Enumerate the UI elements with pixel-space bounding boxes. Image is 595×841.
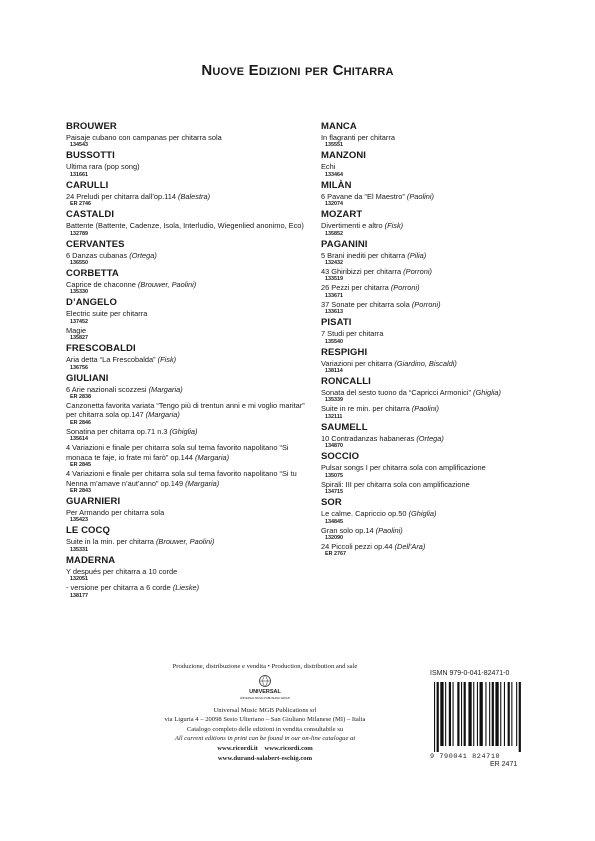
work-entry [66, 309, 316, 325]
work-title-text: Battente (Battente, Cadenze, Isola, Interludio, Wiegenlied anonimo, Eco) [66, 221, 304, 231]
work-title-text: 4 Variazioni e finale per chitarra sola sul tema favorito napolitano “Si monaca te faje, io frate mi farò” op.144 [66, 443, 289, 462]
work-title-text: Le calme. Capriccio op.50 [321, 509, 407, 519]
work-title [66, 469, 316, 488]
logo-subtext: UNIVERSAL MUSIC PUBLISHING GROUP [239, 696, 291, 700]
barcode-block [430, 669, 555, 761]
work-title-text: 7 Studi per chitarra [321, 329, 384, 339]
work-title [66, 427, 316, 436]
composer-name: MADERNA [66, 554, 116, 566]
website-link-durand[interactable]: www.durand-salabert-eschig.com [217, 754, 313, 762]
work-title [321, 329, 546, 338]
work-entry [321, 388, 546, 404]
composer-name: PAGANINI [321, 238, 368, 250]
company-name: Universal Music MGB Publications srl [213, 706, 317, 714]
work-entry [66, 427, 316, 443]
work-entry [321, 329, 546, 345]
work-catalog-code: 135827 [70, 335, 88, 342]
work-title-text: Canzonetta favorita variata “Tengo più di trentun anni e mi voglio maritar” per chitarra sola op.147 [66, 401, 305, 420]
work-title-text: Suite in la min. per chitarra [66, 537, 154, 547]
work-title [321, 283, 546, 292]
work-title [66, 280, 316, 289]
work-catalog-code: 134870 [325, 443, 343, 450]
work-editor: (Pilia) [407, 250, 427, 260]
work-title [66, 401, 316, 420]
work-title [66, 537, 316, 546]
ismn-label: ISMN 979-0-041-82471-0 [430, 670, 510, 677]
work-title [66, 221, 316, 230]
work-title [66, 567, 316, 576]
work-editor: (Brouwer, Paolini) [137, 280, 197, 290]
work-title [321, 300, 546, 309]
composer-entry [321, 347, 546, 375]
composer-entry [66, 239, 316, 267]
work-catalog-code: 136756 [70, 364, 88, 371]
work-catalog-code: 132432 [325, 260, 343, 267]
work-editor: (Ortega) [416, 433, 444, 443]
work-editor: (Ghiglia) [473, 388, 501, 398]
composer-entry [321, 239, 546, 317]
work-catalog-code: 134845 [325, 518, 343, 525]
work-editor: (Lieske) [172, 583, 200, 593]
work-catalog-code: 132051 [70, 576, 88, 583]
work-title-text: Y después per chitarra a 10 corde [66, 566, 178, 576]
composer-entry [66, 555, 316, 600]
work-title [321, 509, 546, 518]
work-title-text: Sonata del sesto tuono da “Capricci Armonici” [321, 388, 471, 398]
work-title [321, 542, 546, 551]
page-title: Nuove Edizioni per Chitarra [201, 62, 394, 79]
work-title-text: 6 Danzas cubanas [66, 250, 128, 260]
composer-entry [66, 525, 316, 553]
composer-name: RESPIGHI [321, 346, 368, 358]
work-catalog-code: 138177 [70, 592, 88, 599]
work-catalog-code: 135551 [325, 142, 343, 149]
work-catalog-code: 136550 [70, 260, 88, 267]
work-entry [66, 162, 316, 178]
composer-name: GIULIANI [66, 372, 109, 384]
barcode-digits: 9 790041 824710 [430, 753, 501, 761]
work-entry [321, 133, 546, 149]
work-title [321, 434, 546, 443]
work-entry [321, 283, 546, 299]
composer-entry [66, 297, 316, 342]
work-title-text: In flagranti per chitarra [321, 133, 395, 142]
work-entry [321, 542, 546, 558]
work-title-text: 5 Brani inediti per chitarra [321, 250, 406, 260]
work-title-text: Sonatina per chitarra op.71 n.3 [66, 426, 168, 436]
work-catalog-code: ER 2843 [70, 487, 91, 494]
work-entry [66, 583, 316, 599]
work-title-text: Variazioni per chitarra [321, 358, 393, 368]
work-title-text: Electric suite per chitarra [66, 309, 148, 319]
work-catalog-code: 135075 [325, 472, 343, 479]
work-title-text: 6 Arie nazionali scozzesi [66, 384, 147, 394]
work-title-text: Paisaje cubano con campanas per chitarra sola [66, 133, 222, 142]
work-title-text: 10 Contradanzas habaneras [321, 433, 415, 443]
work-title [66, 192, 316, 201]
company-address: via Liguria 4 – 20098 Sesto Ulteriano – San Giuliano Milanese (MI) – Italia [164, 716, 366, 724]
work-title [66, 443, 316, 462]
composer-name: CORBETTA [66, 268, 119, 280]
work-catalog-code: 135339 [325, 397, 343, 404]
work-title [66, 133, 316, 142]
composer-name: MOZART [321, 209, 363, 221]
work-editor: (Paolini) [406, 191, 434, 201]
work-title [321, 480, 546, 489]
work-entry [66, 443, 316, 469]
work-editor: (Fisk) [157, 355, 177, 365]
work-title-text: Aria detta “La Frescobalda” [66, 355, 156, 365]
website-links[interactable]: www.ricordi.it www.ricordi.com [217, 744, 313, 752]
work-editor: (Porroni) [403, 267, 432, 277]
work-entry [321, 359, 546, 375]
catalog-note-it: Catalogo completo delle edizioni in vendita consultabile su [186, 725, 344, 733]
work-entry [66, 221, 316, 237]
composer-entry [66, 268, 316, 296]
work-catalog-code: ER 2845 [70, 462, 91, 469]
composer-name: FRESCOBALDI [66, 343, 136, 355]
work-title [66, 355, 316, 364]
work-title [321, 221, 546, 230]
composer-entry [321, 422, 546, 450]
work-title-text: Per Armando per chitarra sola [66, 507, 165, 517]
work-title [321, 192, 546, 201]
work-entry [66, 537, 316, 553]
work-editor: (Dell’Ara) [394, 541, 426, 551]
work-entry [66, 192, 316, 208]
work-catalog-code: 132111 [325, 413, 343, 420]
work-entry [321, 267, 546, 283]
publisher-footer [130, 662, 400, 763]
work-entry [321, 251, 546, 267]
work-title-text: 43 Ghiribizzi per chitarra [321, 267, 402, 277]
composer-entry [321, 150, 546, 178]
work-title [66, 385, 316, 394]
work-editor: (Margaria) [148, 384, 183, 394]
work-editor: (Margaria) [195, 452, 230, 462]
composer-name: LE COCQ [66, 525, 110, 537]
work-entry [321, 480, 546, 496]
composer-entry [321, 180, 546, 208]
work-editor: (Ortega) [129, 250, 157, 260]
work-title [66, 162, 316, 171]
composer-entry [66, 150, 316, 178]
work-editor: (Paolini) [411, 404, 439, 414]
work-title [321, 526, 546, 535]
work-title-text: 6 Pavane da “El Maestro” [321, 191, 405, 201]
composer-entry [66, 343, 316, 371]
work-title-text: 26 Pezzi per chitarra [321, 283, 389, 293]
work-title-text: Gran solo op.14 [321, 525, 374, 535]
edition-code: ER 2471 [490, 761, 518, 768]
work-entry [321, 192, 546, 208]
work-editor: (Ghiglia) [408, 509, 437, 519]
composer-entry [321, 376, 546, 421]
work-entry [321, 300, 546, 316]
work-catalog-code: 135614 [70, 436, 88, 443]
work-catalog-code: 135330 [70, 289, 88, 296]
production-line: Produzione, distribuzione e vendita • Production, distribution and sale [172, 663, 358, 670]
work-title-text: Caprice de chaconne [66, 280, 136, 290]
work-title-text: Spirali: III per chitarra sola con amplificazione [321, 479, 470, 489]
work-catalog-code: 131661 [70, 171, 88, 178]
work-editor: (Giardino, Biscaldi) [394, 358, 457, 368]
catalog-note-en: All current editions in print can be found in our on-line catalogue at [174, 735, 356, 743]
composer-entry [66, 496, 316, 524]
composer-name: MANZONI [321, 150, 367, 162]
work-title-text: 24 Preludi per chitarra dall’op.114 [66, 191, 176, 201]
work-catalog-code: 135540 [325, 338, 343, 345]
work-entry [66, 251, 316, 267]
work-title [321, 463, 546, 472]
composer-name: RONCALLI [321, 376, 371, 388]
work-entry [66, 355, 316, 371]
work-title-text: Ultima rara (pop song) [66, 162, 140, 172]
work-catalog-code: ER 2746 [70, 201, 91, 208]
work-entry [321, 221, 546, 237]
work-entry [321, 404, 546, 420]
work-title [321, 162, 546, 171]
composer-name: PISATI [321, 317, 352, 329]
work-entry [66, 133, 316, 149]
work-title-text: Divertimenti e altro [321, 221, 383, 231]
work-title [66, 251, 316, 260]
work-entry [66, 385, 316, 401]
work-title [66, 309, 316, 318]
work-title-text: 24 Piccoli pezzi op.44 [321, 541, 393, 551]
catalog-right-column [321, 121, 546, 559]
work-entry [66, 567, 316, 583]
work-entry [321, 509, 546, 525]
work-title [66, 583, 316, 592]
work-editor: (Margaria) [185, 478, 220, 488]
work-title-text: - versione per chitarra a 6 corde [66, 583, 171, 593]
work-catalog-code: 134715 [325, 489, 343, 496]
work-editor: (Ghiglia) [169, 426, 198, 436]
work-title-text: Suite in re min. per chitarra [321, 404, 410, 414]
composer-name: CASTALDI [66, 209, 115, 221]
work-entry [321, 463, 546, 479]
work-catalog-code: 137452 [70, 318, 88, 325]
composer-name: SOR [321, 497, 342, 509]
work-catalog-code: 133671 [325, 292, 343, 299]
work-catalog-code: 132074 [325, 201, 343, 208]
work-title-text: Pulsar songs I per chitarra sola con amplificazione [321, 463, 486, 473]
work-title [321, 359, 546, 368]
work-editor: (Fisk) [384, 221, 404, 231]
composer-entry [321, 451, 546, 496]
work-catalog-code: 134543 [70, 142, 88, 149]
work-catalog-code: ER 2767 [325, 551, 346, 558]
composer-name: D’ANGELO [66, 297, 117, 309]
work-catalog-code: 133464 [325, 171, 343, 178]
work-title-text: 37 Sonate per chitarra sola [321, 299, 410, 309]
composer-name: CERVANTES [66, 238, 125, 250]
work-editor: (Paolini) [375, 525, 403, 535]
composer-entry [321, 317, 546, 345]
work-catalog-code: 135852 [325, 230, 343, 237]
composer-name: SAUMELL [321, 421, 368, 433]
work-editor: (Balestra) [178, 191, 211, 201]
work-entry [321, 526, 546, 542]
work-title-text: Magie [66, 325, 87, 335]
work-title [321, 133, 546, 142]
work-editor: (Margaria) [145, 410, 180, 420]
work-entry [66, 469, 316, 495]
catalog-left-column [66, 121, 316, 601]
composer-name: SOCCIO [321, 451, 360, 463]
work-title-text: Echi [321, 162, 336, 172]
work-catalog-code: ER 2838 [70, 394, 91, 401]
composer-name: MANCA [321, 121, 357, 132]
work-catalog-code: 132090 [325, 534, 343, 541]
work-entry [66, 401, 316, 427]
work-title [321, 251, 546, 260]
work-catalog-code: 135331 [70, 546, 88, 553]
work-catalog-code: ER 2846 [70, 419, 91, 426]
composer-entry [66, 121, 316, 149]
work-title [66, 326, 316, 335]
work-catalog-code: 133519 [325, 276, 343, 283]
composer-entry [321, 497, 546, 558]
work-entry [321, 162, 546, 178]
composer-name: CARULLI [66, 179, 109, 191]
work-catalog-code: 132789 [70, 230, 88, 237]
composer-name: BROUWER [66, 121, 117, 132]
composer-entry [321, 209, 546, 237]
work-title-text: 4 Variazioni e finale per chitarra sola sul tema favorito napolitano “Si tu Nenna m’amave n’aut’anno” op.149 [66, 469, 297, 488]
work-editor: (Brouwer, Paolini) [155, 537, 215, 547]
barcode-icon [430, 682, 552, 752]
work-entry [66, 508, 316, 524]
work-entry [321, 434, 546, 450]
work-entry [66, 326, 316, 342]
work-editor: (Porroni) [390, 283, 420, 293]
composer-name: GUARNIERI [66, 495, 121, 507]
work-catalog-code: 133613 [325, 309, 343, 316]
composer-entry [66, 180, 316, 208]
composer-name: BUSSOTTI [66, 150, 115, 162]
work-title [321, 388, 546, 397]
work-entry [66, 280, 316, 296]
work-editor: (Porroni) [411, 299, 441, 309]
composer-entry [321, 121, 546, 149]
logo-text: UNIVERSAL [249, 688, 281, 695]
composer-entry [66, 373, 316, 495]
work-title [66, 508, 316, 517]
work-title [321, 267, 546, 276]
universal-logo [235, 674, 295, 702]
work-catalog-code: 138114 [325, 368, 343, 375]
work-title [321, 404, 546, 413]
work-catalog-code: 135423 [70, 517, 88, 524]
composer-name: MILÀN [321, 179, 352, 191]
composer-entry [66, 209, 316, 237]
